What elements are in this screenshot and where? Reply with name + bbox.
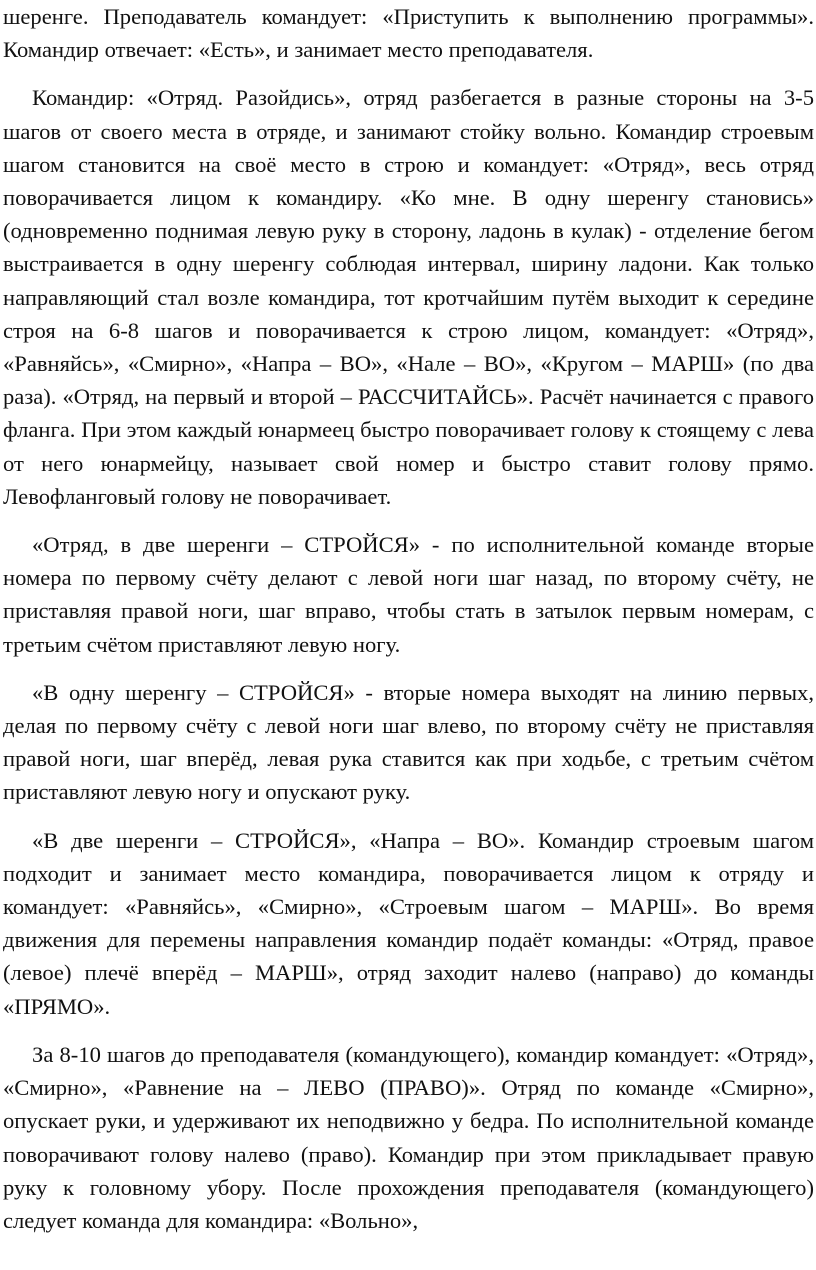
paragraph-5: «В две шеренги – СТРОЙСЯ», «Напра – ВО». Командир строевым шагом подходит и занимает место командира, поворачивается лицом к отряду и командует: «Равняйсь», «Смирно», «Строевым шагом – МАРШ». Во время движения для перемены направления командир подаёт команды: «Отряд, правое (левое) плечё вперёд – МАРШ», отряд заходит налево (направо) до команды «ПРЯМО». [3,827,814,1019]
paragraph-3: «Отряд, в две шеренги – СТРОЙСЯ» - по исполнительной команде вторые номера по первому счёту делают с левой ноги шаг назад, по второму счёту, не приставляя правой ноги, шаг вправо, чтобы стать в затылок первым номерам, с третьим счётом приставляют левую ногу. [3,532,814,657]
document-page [3,0,814,1237]
paragraph-1: шеренге. Преподаватель командует: «Приступить к выполнению программы». Командир отвечает: «Есть», и занимает место преподавателя. [3,4,814,63]
paragraph-4: «В одну шеренгу – СТРОЙСЯ» - вторые номера выходят на линию первых, делая по первому счёту с левой ноги шаг влево, по второму счёту не приставляя правой ноги, шаг вперёд, левая рука ставится как при ходьбе, с третьим счётом приставляют левую ногу и опускают руку. [3,679,814,805]
paragraph-2: Командир: «Отряд. Разойдись», отряд разбегается в разные стороны на 3-5 шагов от своего места в отряде, и занимают стойку вольно. Командир строевым шагом становится на своё место в строю и командует: «Отряд», весь отряд поворачивается лицом к командиру. «Ко мне. В одну шеренгу становись» (одновременно поднимая левую руку в сторону, ладонь в кулак) - отделение бегом выстраивается в одну шеренгу соблюдая интервал, ширину ладони. Как только направляющий стал возле командира, тот кротчайшим путём выходит к середине строя на 6-8 шагов и поворачивается к строю лицом, командует: «Отряд», «Равняйсь», «Смирно», «Напра – ВО», «Нале – ВО», «Кругом – МАРШ» (по два раза). «Отряд, на первый и второй – РАССЧИТАЙСЬ». Расчёт начинается с правого фланга. При этом каждый юнармеец быстро поворачивает голову к стоящему с лева от него юнармейцу, называет свой номер и быстро ставит голову прямо. Левофланговый голову не поворачивает. [3,85,814,509]
paragraph-6: За 8-10 шагов до преподавателя (командующего), командир командует: «Отряд», «Смирно», «Равнение на – ЛЕВО (ПРАВО)». Отряд по команде «Смирно», опускает руки, и удерживают их неподвижно у бедра. По исполнительной команде поворачивают голову налево (право). Командир при этом прикладывает правую руку к головному убору. После прохождения преподавателя (командующего) следует команда для командира: «Вольно», [3,1041,814,1233]
